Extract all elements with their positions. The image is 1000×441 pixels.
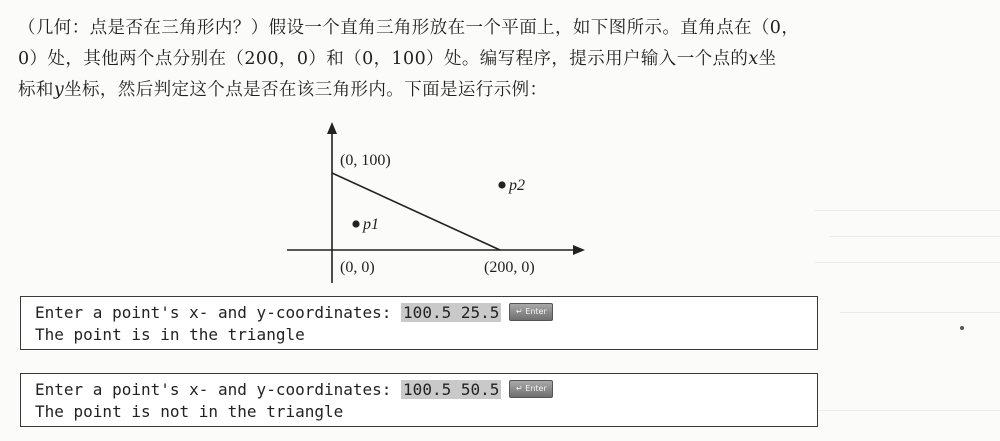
point-p2-marker — [498, 181, 505, 188]
label-top-vertex: (0, 100) — [340, 152, 391, 169]
console-prompt-line: Enter a point's x- and y-coordinates: 100.5 25.5 ↵ Enter — [35, 303, 553, 323]
point-p1-marker — [352, 220, 359, 227]
background-texture — [840, 312, 1000, 313]
label-right-vertex: (200, 0) — [484, 259, 535, 276]
x-axis-arrow-icon — [573, 245, 585, 255]
background-texture — [815, 410, 1000, 411]
label-origin: (0, 0) — [340, 259, 375, 276]
console-output-line: The point is not in the triangle — [35, 402, 344, 421]
variable-y: y — [53, 80, 65, 100]
sample-run-2 — [20, 373, 818, 427]
sample-run-1 — [20, 296, 818, 350]
console-prompt-line: Enter a point's x- and y-coordinates: 100.5 50.5 ↵ Enter — [35, 380, 553, 400]
triangle-hypotenuse — [332, 173, 500, 250]
problem-statement — [18, 13, 968, 106]
problem-line-2: 0）处，其他两个点分别在（200，0）和（0，100）处。编写程序，提示用户输入一个点的x坐 — [18, 49, 777, 69]
triangle-diagram — [275, 118, 605, 288]
enter-key-icon: ↵ Enter — [509, 380, 553, 398]
background-texture — [815, 210, 1000, 211]
enter-key-icon: ↵ Enter — [509, 303, 553, 321]
user-input: 100.5 25.5 — [403, 303, 500, 322]
user-input: 100.5 50.5 — [403, 380, 500, 399]
background-texture — [815, 262, 1000, 263]
console-output-line: The point is in the triangle — [35, 325, 305, 344]
background-texture — [830, 236, 1000, 237]
speck-mark — [960, 326, 964, 330]
variable-x: x — [748, 49, 759, 69]
problem-line-1: （几何：点是否在三角形内？）假设一个直角三角形放在一个平面上，如下图所示。直角点在（0， — [18, 18, 800, 38]
y-axis-arrow-icon — [327, 122, 337, 134]
label-p2: p2 — [509, 177, 525, 194]
problem-line-3: 标和y坐标，然后判定这个点是否在该三角形内。下面是运行示例： — [18, 80, 548, 100]
label-p1: p1 — [363, 216, 379, 233]
